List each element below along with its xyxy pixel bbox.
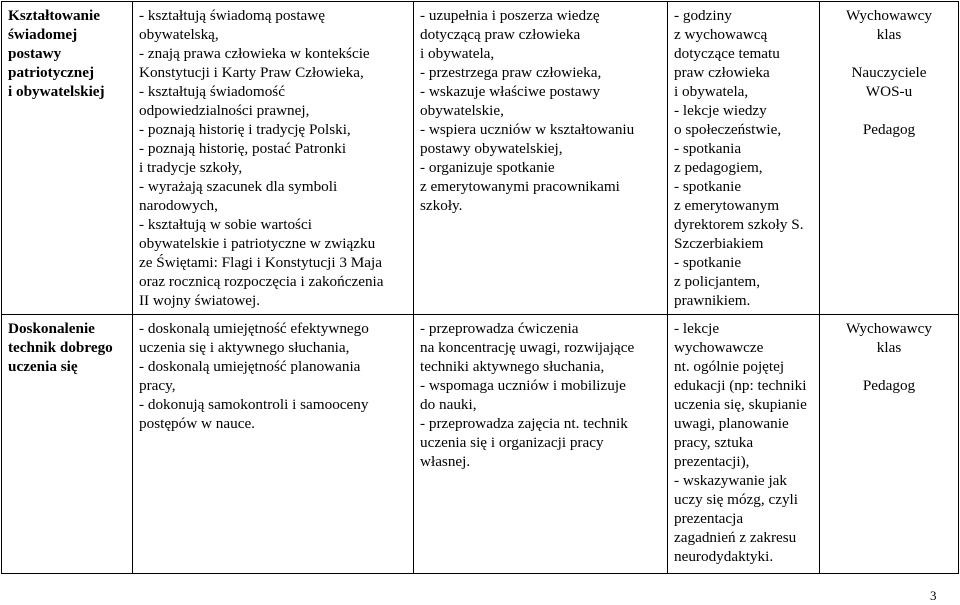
text-line: prezentacji), bbox=[674, 453, 750, 470]
text-line: uczenia się i organizacji pracy bbox=[420, 434, 604, 451]
text-line: - wspiera uczniów w kształtowaniu bbox=[420, 121, 635, 138]
text-line: klas bbox=[876, 339, 902, 356]
text-line: - przestrzega praw człowieka, bbox=[420, 64, 602, 81]
text-line: pracy, sztuka bbox=[674, 434, 754, 451]
text-line: z pedagogiem, bbox=[674, 159, 763, 176]
text-line: i obywatela, bbox=[674, 83, 749, 100]
text-line: - wskazywanie jak bbox=[674, 472, 788, 489]
responsible-cell bbox=[820, 315, 959, 574]
text-line: - organizuje spotkanie bbox=[420, 159, 555, 176]
text-line: Pedagog bbox=[862, 377, 916, 394]
tasks-cell bbox=[414, 315, 668, 574]
text-line: do nauki, bbox=[420, 396, 477, 413]
text-line: technik dobrego bbox=[8, 339, 113, 356]
text-line: WOS-u bbox=[865, 83, 913, 100]
table-row bbox=[2, 315, 959, 574]
text-line: uczy się mózg, czyli bbox=[674, 491, 798, 508]
text-line: - przeprowadza zajęcia nt. technik bbox=[420, 415, 628, 432]
text-line: - znają prawa człowieka w kontekście bbox=[139, 45, 370, 62]
text-line: patriotycznej bbox=[8, 64, 95, 81]
text-line: Kształtowanie bbox=[8, 7, 100, 24]
text-line: - poznają historię, postać Patronki bbox=[139, 140, 347, 157]
text-line: Doskonalenie bbox=[8, 320, 95, 337]
text-line: nt. ogólnie pojętej bbox=[674, 358, 785, 375]
text-line: z policjantem, bbox=[674, 273, 761, 290]
text-line: - kształtują w sobie wartości bbox=[139, 216, 312, 233]
text-line: i obywatelskiej bbox=[8, 83, 105, 100]
tasks-cell bbox=[414, 2, 668, 315]
text-line: Pedagog bbox=[862, 121, 916, 138]
text-line: dyrektorem szkoły S. bbox=[674, 216, 804, 233]
responsible-cell bbox=[820, 2, 959, 315]
goals-cell bbox=[133, 2, 414, 315]
text-line: - dokonują samokontroli i samooceny bbox=[139, 396, 369, 413]
text-line: z emerytowanymi pracownikami bbox=[420, 178, 620, 195]
forms-cell bbox=[668, 2, 820, 315]
text-line: i tradycje szkoły, bbox=[139, 159, 243, 176]
text-line bbox=[826, 44, 952, 63]
text-line: uczenia się, skupianie bbox=[674, 396, 807, 413]
topic-cell bbox=[2, 2, 133, 315]
text-line: - wspomaga uczniów i mobilizuje bbox=[420, 377, 626, 394]
text-line: dotyczącą praw człowieka bbox=[420, 26, 581, 43]
text-line: z wychowawcą bbox=[674, 26, 768, 43]
text-line: - przeprowadza ćwiczenia bbox=[420, 320, 579, 337]
text-line: - spotkanie bbox=[674, 178, 742, 195]
text-line: Konstytucji i Karty Praw Człowieka, bbox=[139, 64, 364, 81]
text-line: - poznają historię i tradycję Polski, bbox=[139, 121, 351, 138]
text-line: - kształtują świadomą postawę bbox=[139, 7, 325, 24]
table-row bbox=[2, 2, 959, 315]
text-line: - doskonalą umiejętność planowania bbox=[139, 358, 361, 375]
forms-cell bbox=[668, 315, 820, 574]
text-line: Nauczyciele bbox=[851, 64, 927, 81]
text-line: i obywatela, bbox=[420, 45, 495, 62]
text-line: odpowiedzialności prawnej, bbox=[139, 102, 310, 119]
text-line: świadomej bbox=[8, 26, 78, 43]
text-line: - uzupełnia i poszerza wiedzę bbox=[420, 7, 600, 24]
text-line: techniki aktywnego słuchania, bbox=[420, 358, 605, 375]
page-number: 3 bbox=[930, 588, 937, 603]
text-line: o społeczeństwie, bbox=[674, 121, 782, 138]
text-line: prawnikiem. bbox=[674, 292, 751, 309]
text-line: edukacji (np: techniki bbox=[674, 377, 807, 394]
text-line: - spotkania bbox=[674, 140, 742, 157]
text-line: uczenia się bbox=[8, 358, 78, 375]
text-line: prezentacja bbox=[674, 510, 744, 527]
topic-cell bbox=[2, 315, 133, 574]
text-line: na koncentrację uwagi, rozwijające bbox=[420, 339, 635, 356]
text-line: - wyrażają szacunek dla symboli bbox=[139, 178, 338, 195]
text-line: - doskonalą umiejętność efektywnego bbox=[139, 320, 369, 337]
text-line: - lekcje wiedzy bbox=[674, 102, 767, 119]
text-line: - spotkanie bbox=[674, 254, 742, 271]
text-line: klas bbox=[876, 26, 902, 43]
text-line: - lekcje bbox=[674, 320, 720, 337]
text-line: postępów w nauce. bbox=[139, 415, 255, 432]
text-line bbox=[826, 357, 952, 376]
text-line: wychowawcze bbox=[674, 339, 764, 356]
text-line: zagadnień z zakresu bbox=[674, 529, 797, 546]
text-line: oraz rocznicą rozpoczęcia i zakończenia bbox=[139, 273, 384, 290]
text-line: neurodydaktyki. bbox=[674, 548, 774, 565]
text-line: uwagi, planowanie bbox=[674, 415, 789, 432]
text-line: Szczerbiakiem bbox=[674, 235, 764, 252]
text-line: obywatelskie, bbox=[420, 102, 504, 119]
text-line: postawy obywatelskiej, bbox=[420, 140, 563, 157]
text-line: Wychowawcy bbox=[846, 320, 932, 337]
text-line: z emerytowanym bbox=[674, 197, 780, 214]
text-line: pracy, bbox=[139, 377, 176, 394]
program-table bbox=[1, 1, 959, 574]
text-line: dotyczące tematu bbox=[674, 45, 780, 62]
text-line: - godziny bbox=[674, 7, 732, 24]
text-line: ze Świętami: Flagi i Konstytucji 3 Maja bbox=[139, 254, 382, 271]
text-line: Wychowawcy bbox=[846, 7, 932, 24]
text-line: II wojny światowej. bbox=[139, 292, 261, 309]
goals-cell bbox=[133, 315, 414, 574]
text-line: narodowych, bbox=[139, 197, 218, 214]
text-line: - wskazuje właściwe postawy bbox=[420, 83, 601, 100]
text-line: postawy bbox=[8, 45, 62, 62]
text-line: praw człowieka bbox=[674, 64, 770, 81]
text-line: własnej. bbox=[420, 453, 471, 470]
text-line: obywatelską, bbox=[139, 26, 219, 43]
text-line: szkoły. bbox=[420, 197, 463, 214]
text-line: - kształtują świadomość bbox=[139, 83, 285, 100]
text-line: obywatelskie i patriotyczne w związku bbox=[139, 235, 376, 252]
text-line: uczenia się i aktywnego słuchania, bbox=[139, 339, 350, 356]
text-line bbox=[826, 101, 952, 120]
